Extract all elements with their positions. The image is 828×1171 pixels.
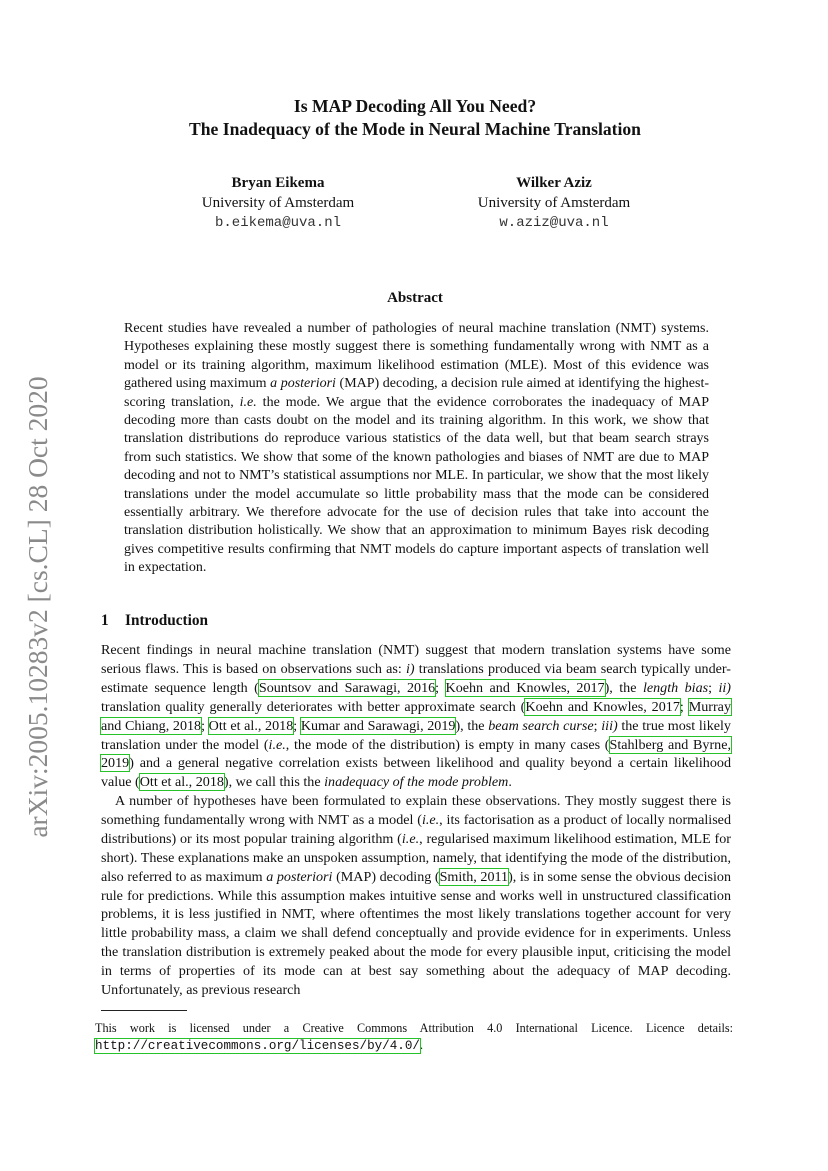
citation-link[interactable]: Koehn and Knowles, 2017 (525, 698, 680, 715)
text-run: , the mode of the distribution) is empty in many cases ( (285, 736, 610, 753)
text-run: ), the (455, 717, 489, 734)
text-run: , regularised maximum likelihood estimation, MLE for short). These explanations make an unspoken assumption, namely, that identifying the mode of the distribution, also referred to as maximum (101, 830, 731, 885)
text-run: ), is in some sense the obvious decision rule for predictions. While this assumption makes intuitive sense and works well in unstructured classification problems, it is less justified in NMT, where oftentimes the most likely translations together account for very little probability mass, a claim we shall defend conceptually and provide evidence for in experiments. Unless the translation distribution is extremely peaked about the mode for every plausible input, criticising the model in terms of properties of its mode can at best say something about the adequacy of MAP decoding. Unfortunately, as previous research (101, 868, 732, 999)
text-run: ; (708, 679, 719, 696)
abstract-emphasis: i.e. (239, 394, 257, 410)
author-name: Wilker Aziz (516, 175, 592, 191)
citation-link[interactable]: Koehn and Knowles, 2017 (445, 679, 605, 696)
text-run: ; (201, 717, 209, 734)
abstract-emphasis: a posteriori (270, 376, 336, 392)
abstract-sentence: (MAP) decoding, a decision rule aimed at identifying the highest-scoring translation, (124, 376, 709, 410)
paper-title (100, 95, 730, 141)
text-run: ), the (604, 679, 643, 696)
section-heading-introduction (101, 612, 208, 630)
text-run: ; (593, 717, 602, 734)
text-run: ), we call this the (223, 774, 325, 791)
title-line-1: Is MAP Decoding All You Need? (293, 96, 537, 116)
emphasis: i.e. (421, 811, 440, 828)
abstract-sentence: the mode. We argue that the evidence corroborates the inadequacy of MAP decoding more than casts doubt on the model and its training algorithm. In this work, we show that translation distributions do reproduce various statistics of the data well, but that beam search strays from such statistics. We show that some of the known pathologies and biases of NMT are due to MAP decoding and not to NMT’s statistical assumptions nor MLE. In particular, we show that the most likely translations under the model accumulate so little probability mass that the mode can be considered essentially arbitrary. We therefore advocate for the use of decision rules that take into account the translation distribution holistically. We show that an approximation to minimum Bayes risk decoding gives competitive results confirming that NMT models do capture important aspects of translation well in expectation. (124, 394, 710, 576)
emphasis: ii) (718, 679, 731, 696)
citation-link[interactable]: Murray and Chiang, 2018 (101, 698, 731, 734)
text-run: translation quality generally deteriorates with better approximate search ( (101, 698, 526, 715)
author-name: Bryan Eikema (231, 175, 325, 191)
text-run: Recent findings in neural machine translation (NMT) suggest that modern translation systems have some serious flaws. This is based on observations such as: (101, 642, 731, 677)
emphasis: i.e. (401, 830, 420, 847)
intro-paragraph-2 (101, 792, 731, 1000)
author-block-1 (178, 173, 378, 233)
emphasis: beam search curse (488, 717, 594, 734)
section-number: 1 (101, 612, 109, 629)
emphasis: inadequacy of the mode problem (324, 774, 509, 791)
citation-link[interactable]: Stahlberg and Byrne, 2019 (101, 736, 731, 772)
license-footnote (95, 1020, 733, 1055)
text-run: , its factorisation as a product of locally normalised distributions) or its most popular training algorithm ( (101, 811, 731, 847)
text-run: translations produced via beam search typically under-estimate sequence length ( (101, 660, 731, 696)
citation-link[interactable]: Sountsov and Sarawagi, 2016 (258, 679, 436, 696)
author-affiliation: University of Amsterdam (477, 195, 631, 211)
title-line-2: The Inadequacy of the Mode in Neural Machine Translation (189, 119, 641, 139)
text-run: ) and a general negative correlation exists between likelihood and quality beyond a certain likelihood value ( (101, 755, 731, 791)
section-title: Introduction (125, 612, 209, 629)
footnote-end: . (419, 1038, 424, 1052)
author-email[interactable]: w.aziz@uva.nl (499, 215, 609, 231)
arxiv-identifier (16, 365, 60, 849)
abstract-sentence: Recent studies have revealed a number of pathologies of neural machine translation (NMT) systems. Hypotheses explaining these mostly suggest there is something fundamentally wrong with NMT as a model or its training algorithm, maximum likelihood estimation (MLE). Most of this evidence was gathered using maximum (124, 321, 709, 392)
citation-link[interactable]: Ott et al., 2018 (208, 717, 294, 734)
author-affiliation: University of Amsterdam (201, 195, 355, 211)
author-email[interactable]: b.eikema@uva.nl (214, 215, 342, 231)
abstract-heading: Abstract (387, 290, 443, 306)
arxiv-identifier-text: arXiv:2005.10283v2 [cs.CL] 28 Oct 2020 (22, 376, 53, 838)
citation-link[interactable]: Smith, 2011 (439, 868, 509, 885)
text-run: ; (679, 698, 689, 715)
text-run: A number of hypotheses have been formulated to explain these observations. They mostly suggest there is something fundamentally wrong with NMT as a model ( (101, 793, 731, 828)
emphasis: i) (405, 660, 415, 677)
text-run: the true most likely translation under the model ( (101, 717, 731, 753)
citation-link[interactable]: Kumar and Sarawagi, 2019 (300, 717, 456, 734)
text-run: (MAP) decoding ( (332, 868, 440, 885)
emphasis: iii) (601, 717, 618, 734)
text-run: ; (435, 679, 446, 696)
footnote-text: This work is licensed under a Creative Commons Attribution 4.0 International Licence. Licence details: (95, 1021, 733, 1035)
citation-link[interactable]: Ott et al., 2018 (139, 774, 224, 791)
abstract-text (124, 320, 709, 578)
intro-paragraph-1 (101, 641, 731, 792)
text-run: ; (293, 717, 301, 734)
emphasis: length bias (642, 679, 709, 696)
emphasis: i.e. (268, 736, 286, 753)
license-url-link[interactable]: http://creativecommons.org/licenses/by/4.0/ (95, 1039, 420, 1053)
emphasis: a posteriori (266, 868, 333, 885)
author-block-2 (454, 173, 654, 233)
text-run: . (508, 774, 512, 791)
footnote-divider (101, 1010, 187, 1011)
